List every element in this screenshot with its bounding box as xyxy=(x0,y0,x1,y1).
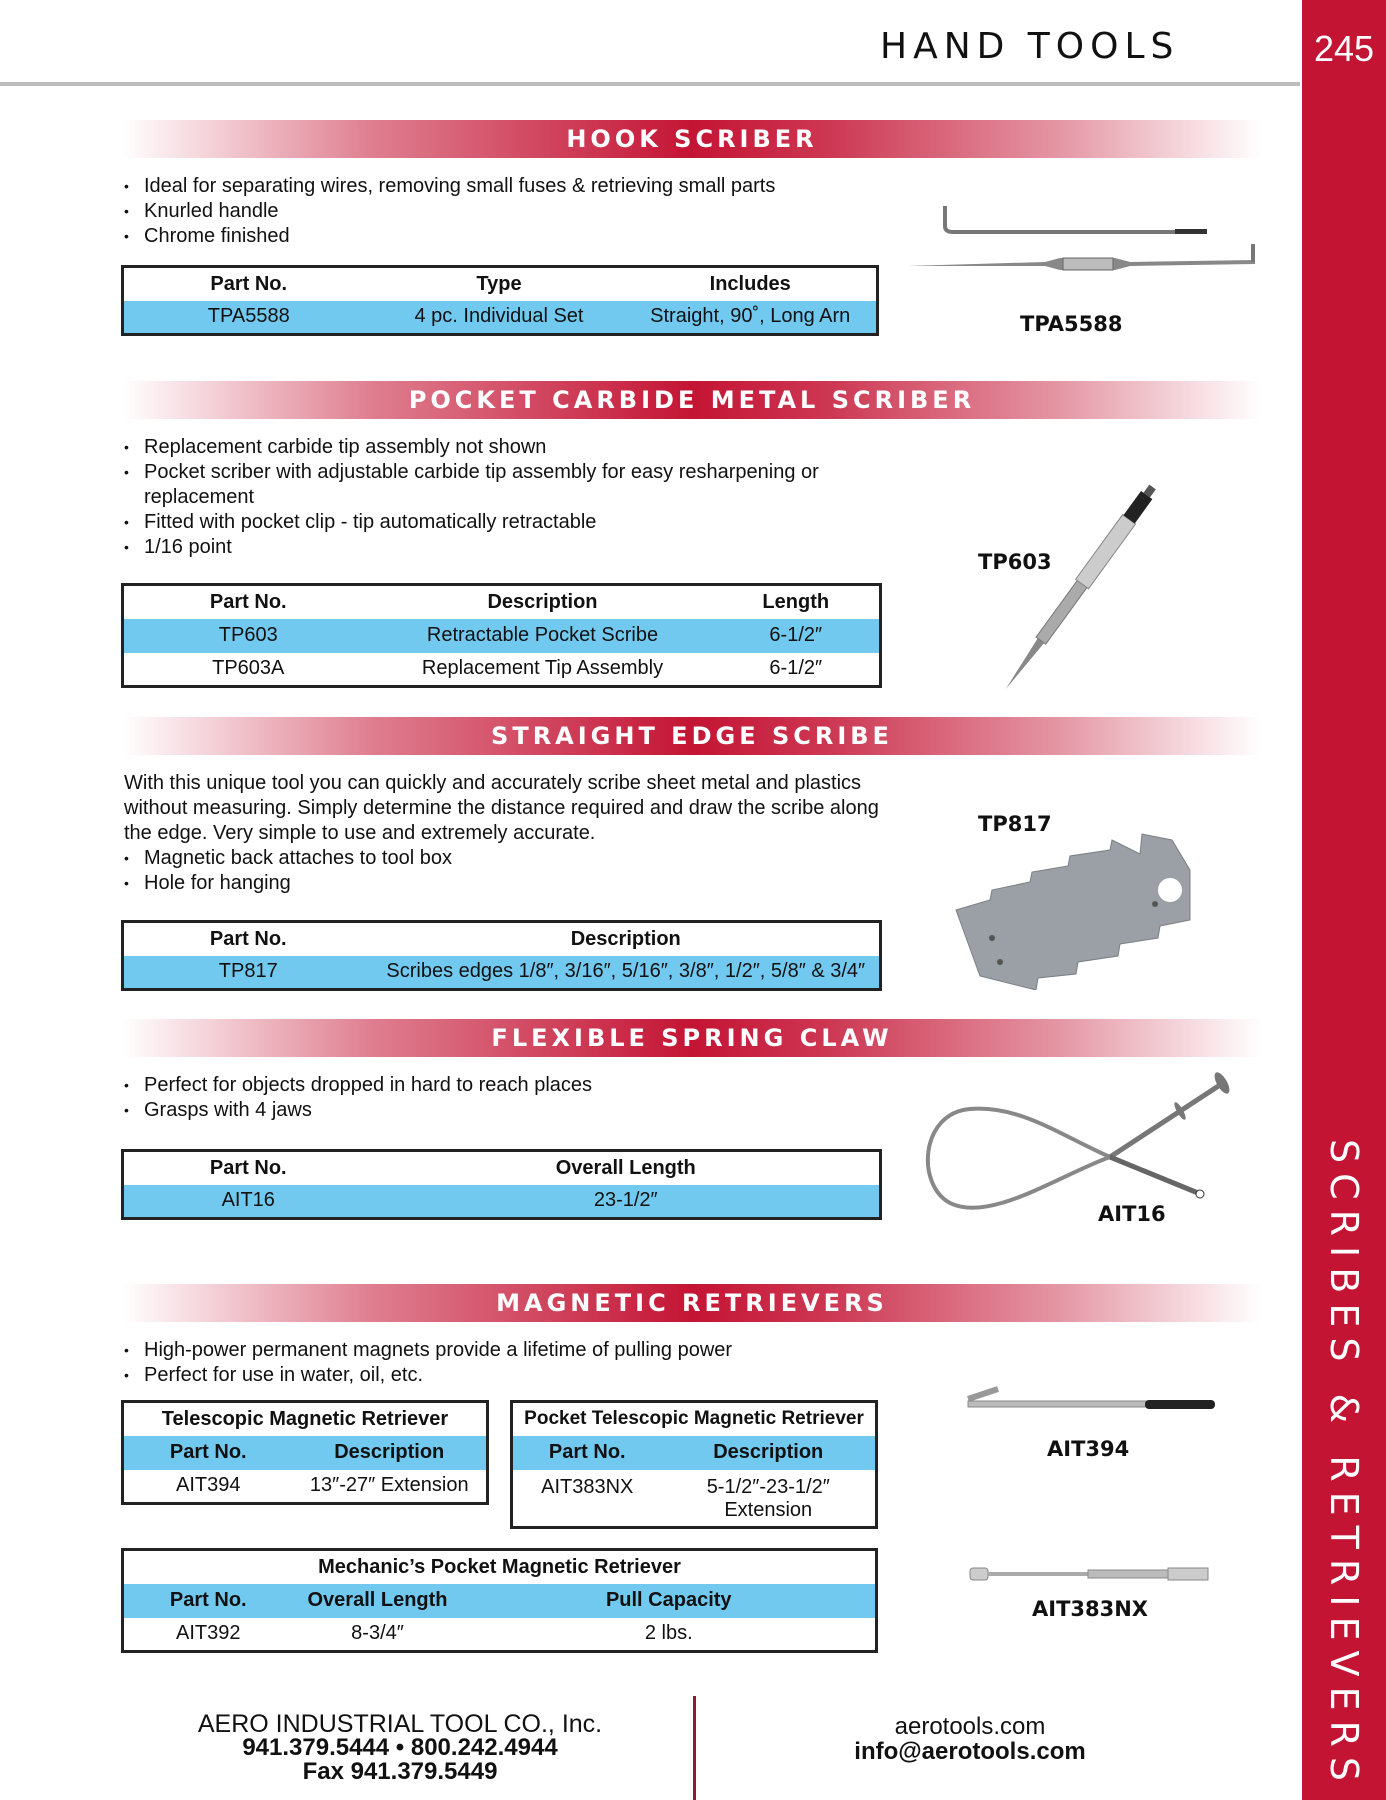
pocket-retriever-image xyxy=(965,1560,1215,1590)
section-title: HOOK SCRIBER xyxy=(566,125,818,153)
footer-divider xyxy=(693,1696,696,1800)
feature-item: • Knurled handle xyxy=(124,199,775,224)
company-name: AERO INDUSTRIAL TOOL CO., Inc. xyxy=(197,1710,603,1738)
section-title: POCKET CARBIDE METAL SCRIBER xyxy=(408,386,976,414)
column-header: Part No. xyxy=(169,1589,247,1611)
table-header-row xyxy=(123,1436,488,1470)
table-header-row xyxy=(123,1151,881,1185)
section-title: STRAIGHT EDGE SCRIBE xyxy=(491,722,893,750)
column-header: Overall Length xyxy=(307,1589,448,1611)
table-caption: Telescopic Magnetic Retriever xyxy=(161,1407,449,1430)
table-row xyxy=(123,956,881,990)
column-header: Overall Length xyxy=(555,1156,696,1179)
website-link[interactable]: aerotools.com xyxy=(894,1713,1046,1740)
feature-item: • Magnetic back attaches to tool box xyxy=(124,846,452,871)
product-image-label: AIT383NX xyxy=(1032,1597,1148,1621)
feature-item: • Ideal for separating wires, removing small fuses & retrieving small parts xyxy=(124,174,775,199)
table-caption-row xyxy=(123,1402,488,1436)
feature-item: • Hole for hanging xyxy=(124,871,452,896)
product-image-label: TPA5588 xyxy=(1020,312,1123,336)
overall-length-cell: 8-3/4″ xyxy=(351,1622,404,1645)
company-fax: Fax 941.379.5449 xyxy=(302,1758,498,1785)
product-image-label: TP817 xyxy=(978,812,1052,836)
table-caption-row xyxy=(123,1550,877,1584)
column-header: Part No. xyxy=(169,1441,247,1463)
feature-item: • 1/16 point xyxy=(124,535,844,560)
feature-item: • Fitted with pocket clip - tip automatically retractable xyxy=(124,510,844,535)
description-cell: 5-1/2″-23-1/2″ Extension xyxy=(706,1475,830,1521)
hook-scriber-image xyxy=(905,200,1265,280)
column-header: Pull Capacity xyxy=(605,1589,732,1611)
pocket-scriber-image xyxy=(970,470,1200,690)
column-header: Length xyxy=(762,590,830,613)
table-header-row xyxy=(123,585,881,619)
page-number: 245 xyxy=(1313,28,1375,69)
part-number-cell: AIT383NX xyxy=(541,1475,634,1498)
spec-table-straight-edge-scribe xyxy=(121,920,882,991)
section-banner-pocket-carbide-scriber xyxy=(122,381,1262,419)
column-header: Description xyxy=(334,1441,445,1463)
part-number-cell: AIT394 xyxy=(176,1474,241,1497)
includes-cell: Straight, 90˚, Long Arn xyxy=(650,305,851,328)
feature-list xyxy=(124,1338,732,1388)
table-row xyxy=(123,619,881,653)
table-caption-row xyxy=(512,1402,877,1436)
part-number-cell: AIT16 xyxy=(221,1189,275,1212)
column-header: Description xyxy=(487,590,598,613)
part-number-cell: TP603A xyxy=(212,657,285,680)
section-title: FLEXIBLE SPRING CLAW xyxy=(491,1024,893,1052)
feature-list xyxy=(124,174,775,249)
side-category-text: SCRIBES & RETRIEVERS xyxy=(1322,1138,1366,1792)
description-paragraph: With this unique tool you can quickly and accurately scribe sheet metal and plastics without measuring. Simply determine the distance required and draw the scribe along the edge. Very simple to use and extremely accurate. xyxy=(124,772,879,844)
description-cell: Replacement Tip Assembly xyxy=(421,657,664,680)
product-image-label: AIT16 xyxy=(1098,1202,1166,1226)
part-number-cell: AIT392 xyxy=(176,1622,241,1645)
table-caption: Mechanic’s Pocket Magnetic Retriever xyxy=(318,1555,681,1578)
footer-company-info xyxy=(160,1712,640,1784)
column-header: Description xyxy=(713,1441,824,1463)
telescopic-retriever-image xyxy=(960,1385,1220,1425)
section-banner-flexible-spring-claw xyxy=(122,1019,1262,1057)
company-phones: 941.379.5444 • 800.242.4944 xyxy=(242,1734,558,1761)
header-rule xyxy=(0,82,1300,86)
description-cell: Retractable Pocket Scribe xyxy=(426,624,659,646)
feature-list xyxy=(124,846,452,896)
spec-table-telescopic-retriever xyxy=(121,1400,489,1505)
spring-claw-image xyxy=(910,1065,1250,1215)
feature-item: • Chrome finished xyxy=(124,224,775,249)
column-header: Description xyxy=(570,927,681,950)
product-image-label: TP603 xyxy=(978,550,1052,574)
footer-contact xyxy=(820,1714,1120,1764)
part-number-cell: TP817 xyxy=(218,960,278,983)
section-banner-magnetic-retrievers xyxy=(122,1284,1262,1322)
feature-item: • Replacement carbide tip assembly not shown xyxy=(124,435,844,460)
section-banner-hook-scriber xyxy=(122,120,1262,158)
column-header: Part No. xyxy=(209,927,287,950)
table-row xyxy=(123,1470,488,1504)
email-link[interactable]: info@aerotools.com xyxy=(854,1738,1086,1765)
table-header-row xyxy=(123,1584,877,1618)
table-row xyxy=(123,301,878,335)
type-cell: 4 pc. Individual Set xyxy=(414,305,584,328)
overall-length-cell: 23-1/2″ xyxy=(593,1189,658,1212)
table-row xyxy=(123,1618,877,1652)
feature-item: • Pocket scriber with adjustable carbide tip assembly for easy resharpening or replacement xyxy=(124,460,844,510)
spec-table-flexible-spring-claw xyxy=(121,1149,882,1220)
feature-item: • Perfect for use in water, oil, etc. xyxy=(124,1363,732,1388)
table-header-row xyxy=(123,922,881,956)
feature-item: • Grasps with 4 jaws xyxy=(124,1098,592,1123)
column-header: Includes xyxy=(709,272,791,295)
spec-table-pocket-telescopic-retriever xyxy=(510,1400,878,1529)
length-cell: 6-1/2″ xyxy=(769,624,823,646)
column-header: Part No. xyxy=(209,1156,287,1179)
spec-table-pocket-carbide-scriber xyxy=(121,583,882,688)
feature-item: • High-power permanent magnets provide a lifetime of pulling power xyxy=(124,1338,732,1363)
spec-table-hook-scriber xyxy=(121,265,879,336)
feature-item: • Perfect for objects dropped in hard to reach places xyxy=(124,1073,592,1098)
table-row xyxy=(123,1185,881,1219)
feature-list xyxy=(124,1073,592,1123)
feature-list xyxy=(124,435,844,560)
description-cell: Scribes edges 1/8″, 3/16″, 5/16″, 3/8″, 1/2″, 5/8″ & 3/4″ xyxy=(386,960,866,983)
spec-table-mechanics-pocket-retriever xyxy=(121,1548,878,1653)
table-caption: Pocket Telescopic Magnetic Retriever xyxy=(524,1408,864,1430)
straight-edge-scribe-image xyxy=(950,810,1230,990)
table-header-row xyxy=(512,1436,877,1470)
table-header-row xyxy=(123,267,878,301)
table-row xyxy=(512,1470,877,1528)
column-header: Part No. xyxy=(548,1441,626,1463)
section-title: MAGNETIC RETRIEVERS xyxy=(496,1289,888,1317)
description-cell: 13″-27″ Extension xyxy=(309,1474,469,1497)
part-number-cell: TP603 xyxy=(218,624,278,646)
length-cell: 6-1/2″ xyxy=(769,657,823,680)
table-row xyxy=(123,653,881,687)
section-banner-straight-edge-scribe xyxy=(122,717,1262,755)
product-image-label: AIT394 xyxy=(1047,1437,1130,1461)
column-header: Part No. xyxy=(210,272,288,295)
part-number-cell: TPA5588 xyxy=(207,305,290,328)
side-category-label xyxy=(1304,1138,1384,1792)
page-title: HAND TOOLS xyxy=(880,26,1180,67)
pull-capacity-cell: 2 lbs. xyxy=(644,1622,693,1645)
column-header: Type xyxy=(476,272,522,295)
column-header: Part No. xyxy=(209,590,287,613)
